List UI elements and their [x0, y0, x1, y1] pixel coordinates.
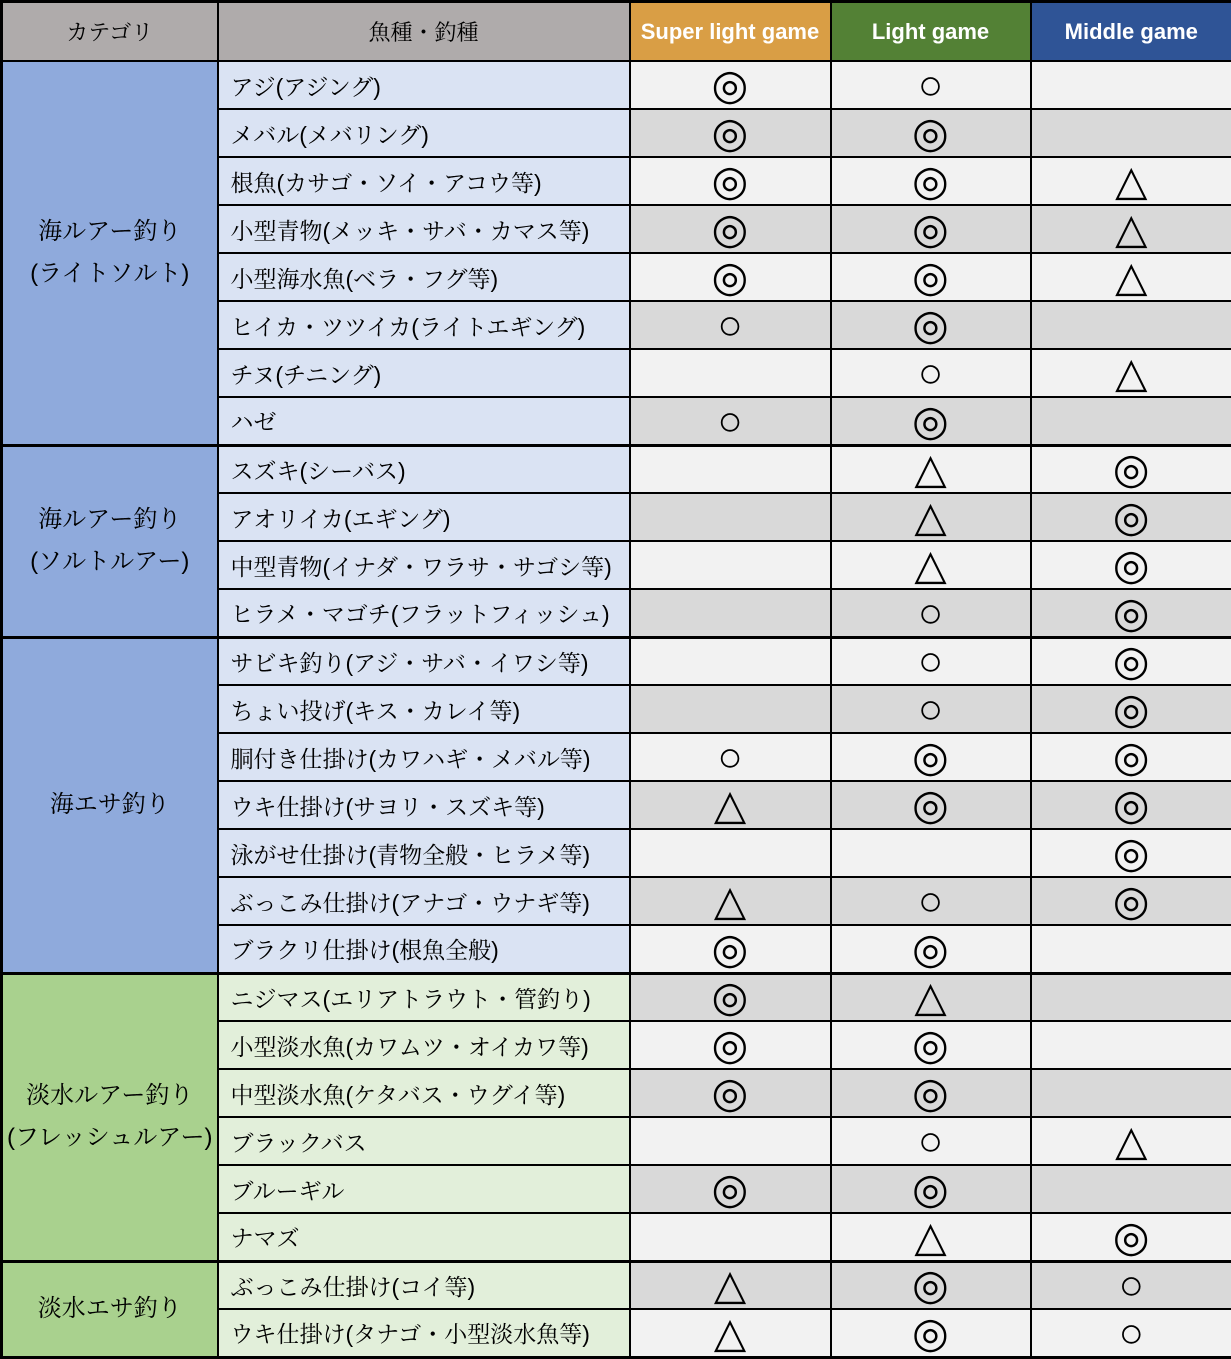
rating-middle-game: ○: [1031, 1261, 1231, 1309]
column-header-fish-type: 魚種・釣種: [218, 2, 630, 62]
fish-label: チヌ(チニング): [218, 349, 630, 397]
rating-super-light-game: ◎: [630, 973, 831, 1021]
rating-super-light-game: ◎: [630, 109, 831, 157]
table-row: [2, 61, 1231, 109]
fish-label: ウキ仕掛け(タナゴ・小型淡水魚等): [218, 1309, 630, 1357]
rating-middle-game: [1031, 973, 1231, 1021]
rating-super-light-game: ◎: [630, 1165, 831, 1213]
rating-super-light-game: ◎: [630, 157, 831, 205]
rating-light-game: ◎: [831, 397, 1031, 445]
rating-light-game: [831, 829, 1031, 877]
fish-label: ハゼ: [218, 397, 630, 445]
rating-middle-game: ◎: [1031, 1213, 1231, 1261]
fish-label: ブラクリ仕掛け(根魚全般): [218, 925, 630, 973]
rating-middle-game: ◎: [1031, 877, 1231, 925]
column-header-middle-game: Middle game: [1031, 2, 1231, 62]
category-cell-sea-bait: [2, 637, 218, 973]
table-row: [2, 1261, 1231, 1309]
rating-middle-game: ◎: [1031, 685, 1231, 733]
category-cell-sea-lure-light-salt: [2, 61, 218, 445]
fish-label: 泳がせ仕掛け(青物全般・ヒラメ等): [218, 829, 630, 877]
fish-label: 小型海水魚(ベラ・フグ等): [218, 253, 630, 301]
rating-super-light-game: ◎: [630, 925, 831, 973]
rating-super-light-game: ◎: [630, 1069, 831, 1117]
fish-label: 小型淡水魚(カワムツ・オイカワ等): [218, 1021, 630, 1069]
rating-super-light-game: △: [630, 1261, 831, 1309]
rating-middle-game: [1031, 925, 1231, 973]
fish-label: 根魚(カサゴ・ソイ・アコウ等): [218, 157, 630, 205]
rating-light-game: △: [831, 445, 1031, 493]
fish-label: ブルーギル: [218, 1165, 630, 1213]
fish-label: メバル(メバリング): [218, 109, 630, 157]
rating-middle-game: [1031, 397, 1231, 445]
fish-label: ナマズ: [218, 1213, 630, 1261]
rating-light-game: ◎: [831, 157, 1031, 205]
rating-middle-game: △: [1031, 1117, 1231, 1165]
rating-middle-game: ◎: [1031, 781, 1231, 829]
category-cell-sea-lure-salt-lure: [2, 445, 218, 637]
category-sublabel: (ライトソルト): [3, 253, 217, 295]
fish-label: サビキ釣り(アジ・サバ・イワシ等): [218, 637, 630, 685]
category-cell-freshwater-lure: [2, 973, 218, 1261]
rating-light-game: ◎: [831, 1309, 1031, 1357]
rating-light-game: ○: [831, 349, 1031, 397]
fish-label: 胴付き仕掛け(カワハギ・メバル等): [218, 733, 630, 781]
rating-super-light-game: ○: [630, 301, 831, 349]
rating-super-light-game: [630, 1117, 831, 1165]
rating-light-game: ○: [831, 685, 1031, 733]
category-label: 海ルアー釣り: [3, 211, 217, 253]
rating-middle-game: ◎: [1031, 541, 1231, 589]
fish-label: アジ(アジング): [218, 61, 630, 109]
rating-light-game: ◎: [831, 1261, 1031, 1309]
rating-light-game: ◎: [831, 1069, 1031, 1117]
rating-middle-game: [1031, 1021, 1231, 1069]
rating-middle-game: ◎: [1031, 829, 1231, 877]
table-row: [2, 445, 1231, 493]
rating-light-game: ○: [831, 589, 1031, 637]
rating-light-game: ○: [831, 61, 1031, 109]
fish-label: ぶっこみ仕掛け(コイ等): [218, 1261, 630, 1309]
fish-label: ちょい投げ(キス・カレイ等): [218, 685, 630, 733]
rating-light-game: ◎: [831, 781, 1031, 829]
rating-super-light-game: ○: [630, 397, 831, 445]
rating-super-light-game: [630, 349, 831, 397]
rating-middle-game: [1031, 109, 1231, 157]
rating-super-light-game: △: [630, 877, 831, 925]
column-header-light-game: Light game: [831, 2, 1031, 62]
category-sublabel: (フレッシュルアー): [3, 1117, 217, 1159]
category-cell-freshwater-bait: [2, 1261, 218, 1357]
rating-middle-game: △: [1031, 157, 1231, 205]
rating-light-game: △: [831, 973, 1031, 1021]
rating-light-game: ◎: [831, 253, 1031, 301]
rating-middle-game: ◎: [1031, 589, 1231, 637]
fish-label: 小型青物(メッキ・サバ・カマス等): [218, 205, 630, 253]
fish-label: ウキ仕掛け(サヨリ・スズキ等): [218, 781, 630, 829]
rating-middle-game: △: [1031, 253, 1231, 301]
column-header-super-light-game: Super light game: [630, 2, 831, 62]
rating-super-light-game: △: [630, 1309, 831, 1357]
rating-middle-game: ◎: [1031, 493, 1231, 541]
rating-light-game: ◎: [831, 205, 1031, 253]
rating-light-game: △: [831, 493, 1031, 541]
rating-middle-game: ◎: [1031, 637, 1231, 685]
rating-super-light-game: ◎: [630, 253, 831, 301]
rating-middle-game: [1031, 61, 1231, 109]
category-label: 淡水エサ釣り: [3, 1288, 217, 1330]
rating-super-light-game: ◎: [630, 61, 831, 109]
fish-label: ヒイカ・ツツイカ(ライトエギング): [218, 301, 630, 349]
rating-super-light-game: [630, 541, 831, 589]
rating-super-light-game: ○: [630, 733, 831, 781]
rating-super-light-game: [630, 685, 831, 733]
rating-light-game: ○: [831, 877, 1031, 925]
rating-light-game: ◎: [831, 733, 1031, 781]
rating-super-light-game: [630, 445, 831, 493]
fish-label: ブラックバス: [218, 1117, 630, 1165]
rating-super-light-game: [630, 1213, 831, 1261]
rating-super-light-game: ◎: [630, 205, 831, 253]
rating-light-game: ◎: [831, 1021, 1031, 1069]
fish-label: スズキ(シーバス): [218, 445, 630, 493]
rating-light-game: ◎: [831, 109, 1031, 157]
rating-light-game: △: [831, 541, 1031, 589]
rating-middle-game: [1031, 1069, 1231, 1117]
column-header-category: カテゴリ: [2, 2, 218, 62]
rating-light-game: ◎: [831, 925, 1031, 973]
rating-middle-game: ◎: [1031, 733, 1231, 781]
rating-super-light-game: [630, 589, 831, 637]
fish-label: アオリイカ(エギング): [218, 493, 630, 541]
rating-light-game: △: [831, 1213, 1031, 1261]
rating-middle-game: △: [1031, 349, 1231, 397]
rating-super-light-game: [630, 493, 831, 541]
fish-label: 中型青物(イナダ・ワラサ・サゴシ等): [218, 541, 630, 589]
category-sublabel: (ソルトルアー): [3, 541, 217, 583]
fish-label: 中型淡水魚(ケタバス・ウグイ等): [218, 1069, 630, 1117]
rating-light-game: ◎: [831, 1165, 1031, 1213]
fish-label: ニジマス(エリアトラウト・管釣り): [218, 973, 630, 1021]
rating-light-game: ○: [831, 637, 1031, 685]
rating-super-light-game: △: [630, 781, 831, 829]
table-row: [2, 637, 1231, 685]
rating-super-light-game: [630, 637, 831, 685]
fish-label: ぶっこみ仕掛け(アナゴ・ウナギ等): [218, 877, 630, 925]
rating-middle-game: ◎: [1031, 445, 1231, 493]
header-row: [2, 2, 1231, 62]
rating-super-light-game: [630, 829, 831, 877]
rating-middle-game: [1031, 1165, 1231, 1213]
fish-label: ヒラメ・マゴチ(フラットフィッシュ): [218, 589, 630, 637]
category-label: 海ルアー釣り: [3, 499, 217, 541]
table-row: [2, 973, 1231, 1021]
rating-light-game: ◎: [831, 301, 1031, 349]
rating-light-game: ○: [831, 1117, 1031, 1165]
rating-middle-game: ○: [1031, 1309, 1231, 1357]
category-label: 淡水ルアー釣り: [3, 1075, 217, 1117]
rating-middle-game: [1031, 301, 1231, 349]
category-label: 海エサ釣り: [3, 784, 217, 826]
rating-middle-game: △: [1031, 205, 1231, 253]
rating-super-light-game: ◎: [630, 1021, 831, 1069]
